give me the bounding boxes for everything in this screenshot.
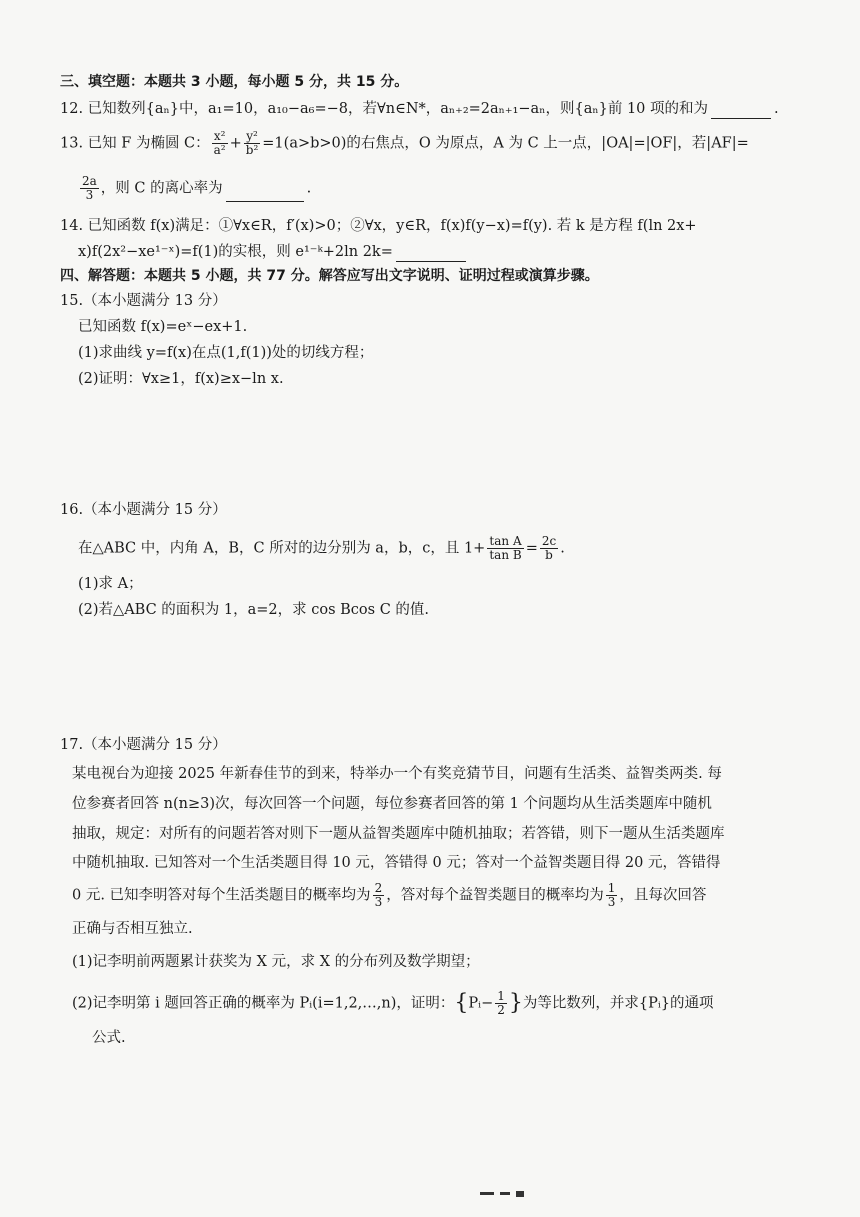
answer-blank-13	[226, 201, 304, 202]
fraction-2c-b: $\frac{2c}{b}$	[541, 534, 557, 562]
question-12-text: 12. 已知数列{aₙ}中，a₁=10，a₁₀−a₆=−8，若∀n∈N*，aₙ₊₂=2aₙ₊₁−aₙ，则{aₙ}前 10 项的和为	[60, 101, 709, 117]
fraction-1-3: $\frac{1}{3}$	[607, 881, 616, 909]
question-17-line-5: 0 元. 已知李明答对每个生活类题目的概率均为 $\frac{2}{3}$ ，答对每个益智类题目的概率均为 $\frac{1}{3}$ ，且每次回答	[72, 881, 707, 909]
question-14-line-2: x)f(2x²−xe¹⁻ˣ)=f(1)的实根，则 e¹⁻ᵏ+2ln 2k=	[78, 242, 469, 262]
question-14-line-1: 14. 已知函数 f(x)满足：①∀x∈R，f′(x)>0；②∀x，y∈R，f(x)f(y−x)=f(y). 若 k 是方程 f(ln 2x+	[60, 218, 697, 234]
fraction-y2-b2: $\frac{\text{y²}}{\text{b²}}$	[245, 129, 259, 157]
fraction-2-3: $\frac{2}{3}$	[374, 881, 383, 909]
question-16-part-1: (1)求 A；	[78, 576, 143, 592]
fraction-x2-a2: $\frac{\text{x²}}{\text{a²}}$	[213, 129, 226, 157]
fraction-2a-3: $\frac{2a}{3}$	[82, 174, 97, 202]
question-17-line-1: 某电视台为迎接 2025 年新春佳节的到来，特举办一个有奖竞猜节目，问题有生活类、益智类两类. 每	[72, 766, 722, 782]
question-16-part-2: (2)若△ABC 的面积为 1，a=2，求 cos Bcos C 的值.	[78, 602, 430, 618]
question-15-part-1: (1)求曲线 y=f(x)在点(1,f(1))处的切线方程；	[78, 345, 374, 361]
answer-blank-12	[711, 118, 771, 119]
question-17-title: 17.（本小题满分 15 分）	[60, 737, 227, 753]
question-17-part-1: (1)记李明前两题累计获奖为 X 元，求 X 的分布列及数学期望；	[72, 954, 480, 970]
fraction-1-2: $\frac{1}{2}$	[497, 989, 505, 1017]
question-17-part-2-end: 公式.	[92, 1030, 126, 1046]
question-16-given: 在△ABC 中，内角 A，B，C 所对的边分别为 a，b，c，且 1+ $\frac{\text{tan A}}{\text{tan B}}$ = $\frac{2c}{b}$ .	[78, 534, 565, 562]
page-footer-mark	[480, 1183, 560, 1199]
question-13-line-1: 13. 已知 F 为椭圆 C： $\frac{\text{x²}}{\text{a²}}$ + $\frac{\text{y²}}{\text{b²}}$ =1(a>b>0)的右焦点，O 为原点，A 为 C 上一点，|OA|=|OF|，若|AF|=	[60, 129, 749, 157]
question-12: 12. 已知数列{aₙ}中，a₁=10，a₁₀−a₆=−8，若∀n∈N*，aₙ₊₂=2aₙ₊₁−aₙ，则{aₙ}前 10 项的和为 .	[60, 101, 779, 117]
answer-blank-14	[396, 261, 466, 262]
section-3-header: 三、填空题：本题共 3 小题，每小题 5 分，共 15 分。	[60, 74, 409, 90]
question-15-part-2: (2)证明：∀x≥1，f(x)≥x−ln x.	[78, 371, 284, 387]
question-17-line-4: 中随机抽取. 已知答对一个生活类题目得 10 元，答错得 0 元；答对一个益智类题目得 20 元，答错得	[72, 855, 721, 871]
question-16-title: 16.（本小题满分 15 分）	[60, 502, 227, 518]
question-17-line-3: 抽取，规定：对所有的问题若答对则下一题从益智类题库中随机抽取；若答错，则下一题从生活类题库	[72, 826, 725, 842]
question-15-given: 已知函数 f(x)=eˣ−ex+1.	[78, 319, 248, 335]
question-17-line-6: 正确与否相互独立.	[72, 921, 193, 937]
section-4-header: 四、解答题：本题共 5 小题，共 77 分。解答应写出文字说明、证明过程或演算步骤。	[60, 268, 599, 284]
question-17-part-2: (2)记李明第 i 题回答正确的概率为 Pᵢ(i=1,2,…,n)，证明：{Pᵢ− $\frac{1}{2}$ }为等比数列，并求{Pᵢ}的通项	[72, 989, 714, 1017]
question-13-line-2: $\frac{2a}{3}$ ，则 C 的离心率为 .	[82, 174, 312, 202]
fraction-tanA-tanB: $\frac{\text{tan A}}{\text{tan B}}$	[489, 534, 522, 562]
question-15-title: 15.（本小题满分 13 分）	[60, 293, 227, 309]
question-17-line-2: 位参赛者回答 n(n≥3)次，每次回答一个问题，每位参赛者回答的第 1 个问题均从生活类题库中随机	[72, 796, 712, 812]
